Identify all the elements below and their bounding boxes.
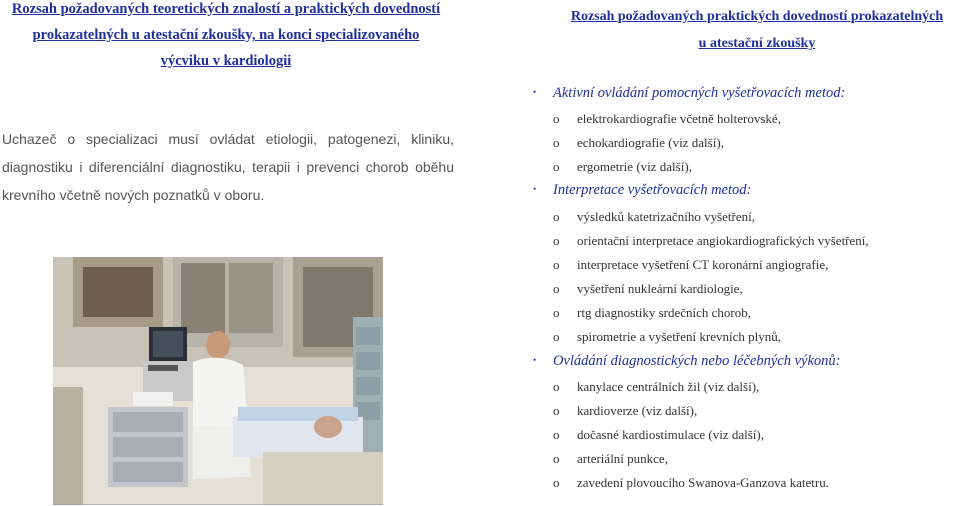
sub-bullet-icon: o (553, 233, 560, 248)
left-heading-line-2: prokazatelných u atestační zkoušky, na konci specializovaného (32, 27, 420, 43)
list-item-text: kanylace centrálních žil (viz další), (577, 379, 760, 394)
list-item-text: elektrokardiografie včetně holterovské, (577, 111, 781, 126)
left-heading (0, 0, 452, 74)
list-item (553, 111, 781, 127)
sub-bullet-icon: o (553, 159, 560, 174)
list-item (553, 329, 781, 345)
sub-bullet-icon: o (553, 451, 560, 466)
bullet-icon: • (533, 355, 537, 365)
right-heading-line-2: u atestační zkoušky (698, 36, 816, 51)
right-heading (552, 3, 960, 57)
sub-bullet-icon: o (553, 257, 560, 272)
list-item (553, 379, 759, 395)
bullet-icon: • (533, 87, 537, 97)
sub-bullet-icon: o (553, 475, 560, 490)
echocardiography-room-photo (53, 257, 383, 505)
list-item (553, 281, 743, 297)
section-title-2 (533, 182, 751, 199)
list-item (553, 135, 724, 151)
list-item-text: vyšetření nukleární kardiologie, (577, 281, 743, 296)
list-item-text: interpretace vyšetření CT koronární angiografie, (577, 257, 829, 272)
sub-bullet-icon: o (553, 427, 560, 442)
list-item-text: arteriální punkce, (577, 451, 668, 466)
bullet-icon: • (533, 184, 537, 194)
list-item-text: ergometrie (viz další), (577, 159, 692, 174)
section-title-text: Interpretace vyšetřovacích metod: (553, 182, 752, 198)
list-item-text: spirometrie a vyšetření krevních plynů, (577, 329, 781, 344)
section-title-text: Aktivní ovládání pomocných vyšetřovacích metod: (553, 85, 846, 101)
sub-bullet-icon: o (553, 305, 560, 320)
sub-bullet-icon: o (553, 379, 560, 394)
section-title-3 (533, 353, 840, 370)
sub-bullet-icon: o (553, 403, 560, 418)
sub-bullet-icon: o (553, 329, 560, 344)
list-item (553, 403, 697, 419)
left-heading-line-3: výcviku v kardiologii (160, 53, 292, 69)
section-title-1 (533, 85, 845, 102)
list-item-text: kardioverze (viz další), (577, 403, 698, 418)
list-item-text: výsledků katetrizačního vyšetření, (577, 209, 755, 224)
list-item-text: rtg diagnostiky srdečních chorob, (577, 305, 752, 320)
list-item (553, 305, 751, 321)
section-title-text: Ovládání diagnostických nebo léčebných výkonů: (553, 353, 841, 369)
list-item (553, 475, 829, 491)
sub-bullet-icon: o (553, 209, 560, 224)
list-item (553, 427, 764, 443)
list-item (553, 233, 869, 249)
left-heading-line-1: Rozsah požadovaných teoretických znalostí a praktických dovedností (11, 1, 441, 17)
list-item (553, 451, 668, 467)
list-item-text: zavedení plovoucího Swanova-Ganzova katetru. (577, 475, 829, 490)
list-item (553, 257, 828, 273)
intro-paragraph: Uchazeč o specializaci musí ovládat etiologii, patogenezi, kliniku, diagnostiku i diferenciální diagnostiku, terapii i prevenci chorob oběhu krevního včetně nových poznatků v oboru. (2, 131, 454, 203)
right-heading-line-1: Rozsah požadovaných praktických dovedností prokazatelných (570, 9, 944, 24)
list-item (553, 209, 755, 225)
list-item-text: echokardiografie (viz další), (577, 135, 724, 150)
list-item-text: dočasné kardiostimulace (viz další), (577, 427, 764, 442)
sub-bullet-icon: o (553, 281, 560, 296)
list-item-text: orientační interpretace angiokardiografických vyšetření, (577, 233, 869, 248)
list-item (553, 159, 692, 175)
sub-bullet-icon: o (553, 111, 560, 126)
sub-bullet-icon: o (553, 135, 560, 150)
